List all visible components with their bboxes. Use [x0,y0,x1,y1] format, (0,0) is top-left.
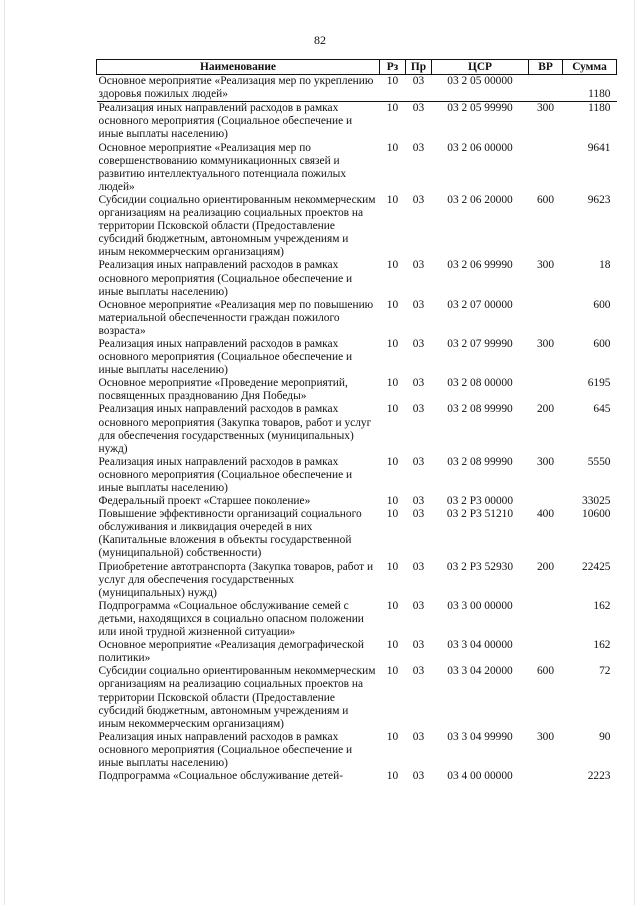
row-name: Подпрограмма «Социальное обслуживание семей с детьми, находящихся в социально опасном положении или иной трудной жизненной ситуации» [98,599,364,639]
table-body [97,75,617,784]
row-pr: 03 [412,639,425,652]
row-pr: 03 [412,193,425,206]
row-name: Федеральный проект «Старшее поколение» [98,495,311,508]
row-sum: 9641 [587,141,611,154]
row-pr: 03 [412,403,425,416]
row-sum: 33025 [582,495,611,508]
row-pr: 03 [412,599,425,612]
table-row [97,194,617,259]
row-csr: 03 4 00 00000 [447,770,513,783]
row-csr: 03 3 04 20000 [447,665,513,678]
row-rz: 10 [380,75,406,102]
row-name: Реализация иных направлений расходов в рамках основного мероприятия (Закупка товаров, работ и услуг для обеспечения государственных (муниципальных) нужд) [98,403,372,455]
row-vr [529,639,563,665]
page-edge-right [634,0,635,905]
budget-table [96,59,617,783]
header-vr: ВР [529,60,563,75]
table-row [97,403,617,455]
row-rz: 10 [386,193,399,206]
row-sum: 1180 [588,102,611,115]
header-pr: Пр [406,60,432,75]
table-row [97,770,617,783]
table-row [97,508,617,560]
row-sum: 90 [599,730,611,743]
row-pr: 03 [412,298,425,311]
header-rz: Рз [380,60,406,75]
row-rz: 10 [386,141,399,154]
row-pr: 03 [406,75,432,102]
row-rz: 10 [386,337,399,350]
row-rz: 10 [386,560,399,573]
row-rz: 10 [386,495,399,508]
row-csr: 03 2 07 99990 [447,337,513,350]
row-sum: 162 [593,639,611,652]
row-name: Основное мероприятие «Проведение мероприятий, посвященных празднованию Дня Победы» [98,377,348,403]
row-rz: 10 [386,377,399,390]
page-edge-left [4,0,5,905]
row-rz: 10 [386,639,399,652]
row-pr: 03 [412,508,425,521]
row-sum: 5550 [587,455,611,468]
table-row [97,142,617,194]
row-csr: 03 3 00 00000 [447,599,513,612]
header-csr: ЦСР [432,60,529,75]
row-name: Приобретение автотранспорта (Закупка товаров, работ и услуг для обеспечения государственных (муниципальных) нужд) [98,560,374,599]
row-csr: 03 2 07 00000 [447,298,513,311]
row-pr: 03 [412,102,425,115]
table-row [97,495,617,508]
row-csr: 03 2 06 20000 [447,193,513,206]
row-rz: 10 [386,259,399,272]
row-vr: 200 [536,560,555,573]
row-sum: 162 [593,599,611,612]
row-pr: 03 [412,495,425,508]
row-name: Реализация иных направлений расходов в рамках основного мероприятия (Социальное обеспечение и иные выплаты населению) [98,455,353,494]
table-row [97,639,617,665]
row-vr: 200 [536,403,555,416]
row-vr [529,75,563,102]
row-name: Реализация иных направлений расходов в рамках основного мероприятия (Социальное обеспечение и иные выплаты населению) [98,259,353,298]
row-name: Основное мероприятие «Реализация мер по укреплению здоровья пожилых людей» [97,75,380,102]
table-row [97,731,617,770]
row-name: Основное мероприятие «Реализация демографической политики» [98,639,364,665]
row-name: Реализация иных направлений расходов в рамках основного мероприятия (Социальное обеспечение и иные выплаты населению) [98,730,353,769]
row-sum: 600 [593,337,611,350]
row-vr: 600 [536,193,555,206]
row-name: Основное мероприятие «Реализация мер по совершенствованию коммуникационных связей и развитию интеллектуального потенциала пожилых людей» [98,141,347,193]
page-number: 82 [314,33,326,47]
row-rz: 10 [386,508,399,521]
row-vr [529,377,563,403]
table-row [97,561,617,600]
row-csr: 03 2 P3 52930 [446,560,514,573]
row-pr: 03 [412,259,425,272]
row-rz: 10 [386,770,399,783]
row-sum: 72 [599,665,611,678]
row-sum: 1180 [563,75,617,102]
row-sum: 10600 [582,508,611,521]
row-csr: 03 2 P3 51210 [446,508,514,521]
row-pr: 03 [412,560,425,573]
row-csr: 03 2 06 99990 [447,259,513,272]
row-sum: 645 [593,403,611,416]
row-vr: 300 [536,337,555,350]
row-sum: 9623 [587,193,611,206]
header-sum: Сумма [563,60,617,75]
table-row [97,102,617,142]
row-csr: 03 2 06 00000 [447,141,513,154]
row-name: Субсидии социально ориентированным некоммерческим организациям на реализацию социальных проектов на территории Псковской области (Предоставление субсидий бюджетным, автономным учреждениям и иным некоммерческим организациям) [98,665,376,730]
row-rz: 10 [386,102,399,115]
row-pr: 03 [412,377,425,390]
row-sum: 6195 [587,377,611,390]
table-header-row [97,60,617,75]
row-csr: 03 2 P3 00000 [446,495,514,508]
row-vr: 400 [536,508,555,521]
table-row [97,338,617,377]
row-csr: 03 2 08 99990 [447,403,513,416]
row-pr: 03 [412,455,425,468]
row-pr: 03 [412,730,425,743]
row-csr: 03 3 04 99990 [447,730,513,743]
row-vr [529,299,563,338]
row-csr: 03 3 04 00000 [447,639,513,652]
table-row [97,600,617,639]
row-name: Повышение эффективности организаций социального обслуживания и ликвидация очередей в них (Капитальные вложения в объекты государственной (муниципальной) собственности) [98,508,362,560]
row-rz: 10 [386,455,399,468]
row-csr: 03 2 05 99990 [447,102,513,115]
row-pr: 03 [412,665,425,678]
row-sum: 22425 [582,560,611,573]
table-row [97,456,617,495]
row-rz: 10 [386,730,399,743]
row-pr: 03 [412,770,425,783]
row-vr [529,770,563,783]
row-name: Реализация иных направлений расходов в рамках основного мероприятия (Социальное обеспечение и иные выплаты населению) [98,102,353,141]
header-name: Наименование [97,60,380,75]
row-sum: 18 [599,259,611,272]
row-name: Основное мероприятие «Реализация мер по повышению материальной обеспеченности граждан пожилого возраста» [98,298,374,337]
row-vr: 300 [536,455,555,468]
row-csr: 03 2 08 99990 [447,455,513,468]
row-sum: 2223 [587,770,611,783]
table-row [97,299,617,338]
row-rz: 10 [386,298,399,311]
row-vr: 300 [536,730,555,743]
table-row [97,377,617,403]
row-csr: 03 2 08 00000 [447,377,513,390]
row-pr: 03 [412,141,425,154]
table-row [97,75,617,102]
table-row [97,665,617,730]
row-name: Реализация иных направлений расходов в рамках основного мероприятия (Социальное обеспечение и иные выплаты населению) [98,337,353,377]
row-csr: 03 2 05 00000 [432,75,529,102]
row-rz: 10 [386,665,399,678]
row-vr: 600 [536,665,555,678]
row-sum: 600 [593,298,611,311]
row-rz: 10 [386,403,399,416]
row-name: Субсидии социально ориентированным некоммерческим организациям на реализацию социальных проектов на территории Псковской области (Предоставление субсидий бюджетным, автономным учреждениям и иным некоммерческим организациям) [98,193,376,259]
row-vr [529,495,563,508]
row-pr: 03 [412,337,425,350]
row-vr: 300 [536,102,555,115]
row-vr [529,600,563,639]
row-vr: 300 [536,259,555,272]
row-name: Подпрограмма «Социальное обслуживание детей- [98,770,343,783]
row-vr [529,142,563,194]
row-rz: 10 [386,599,399,612]
table-row [97,259,617,298]
